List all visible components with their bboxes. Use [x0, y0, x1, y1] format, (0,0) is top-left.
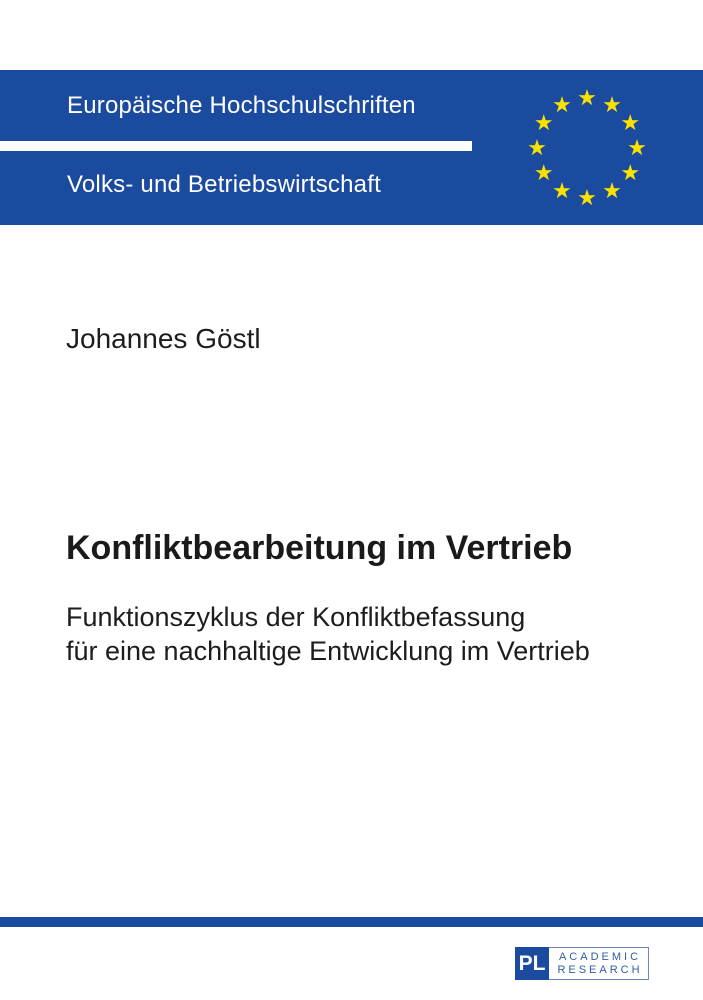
- book-subtitle-line1: Funktionszyklus der Konfliktbefassung: [66, 602, 526, 632]
- publisher-name-line1: ACADEMIC: [558, 950, 642, 963]
- series-title: Europäische Hochschulschriften: [67, 92, 416, 119]
- eu-star-icon: ★: [627, 135, 647, 160]
- eu-star-icon: ★: [533, 160, 554, 185]
- eu-star-icon: ★: [602, 178, 622, 204]
- eu-star-icon: ★: [620, 110, 641, 135]
- publisher-logo: [515, 947, 649, 980]
- author-name: Johannes Göstl: [66, 323, 261, 354]
- publisher-wordmark: [549, 947, 649, 980]
- eu-star-icon: ★: [552, 91, 572, 117]
- series-banner: [0, 70, 703, 225]
- publisher-monogram: PL: [515, 947, 549, 980]
- eu-star-icon: ★: [577, 185, 597, 210]
- series-field: Volks- und Betriebswirtschaft: [67, 171, 381, 198]
- banner-divider: [0, 141, 472, 151]
- eu-star-icon: ★: [533, 110, 554, 135]
- book-title: Konfliktbearbeitung im Vertrieb: [66, 529, 573, 567]
- eu-star-icon: ★: [527, 135, 547, 160]
- eu-star-icon: ★: [620, 160, 641, 185]
- eu-star-icon: ★: [602, 91, 622, 117]
- eu-star-icon: ★: [577, 85, 597, 110]
- publisher-name-line2: RESEARCH: [557, 963, 643, 976]
- eu-star-icon: ★: [552, 178, 572, 204]
- book-subtitle: [66, 600, 590, 668]
- footer-rule: [0, 917, 703, 927]
- book-subtitle-line2: für eine nachhaltige Entwicklung im Vertrieb: [66, 636, 590, 666]
